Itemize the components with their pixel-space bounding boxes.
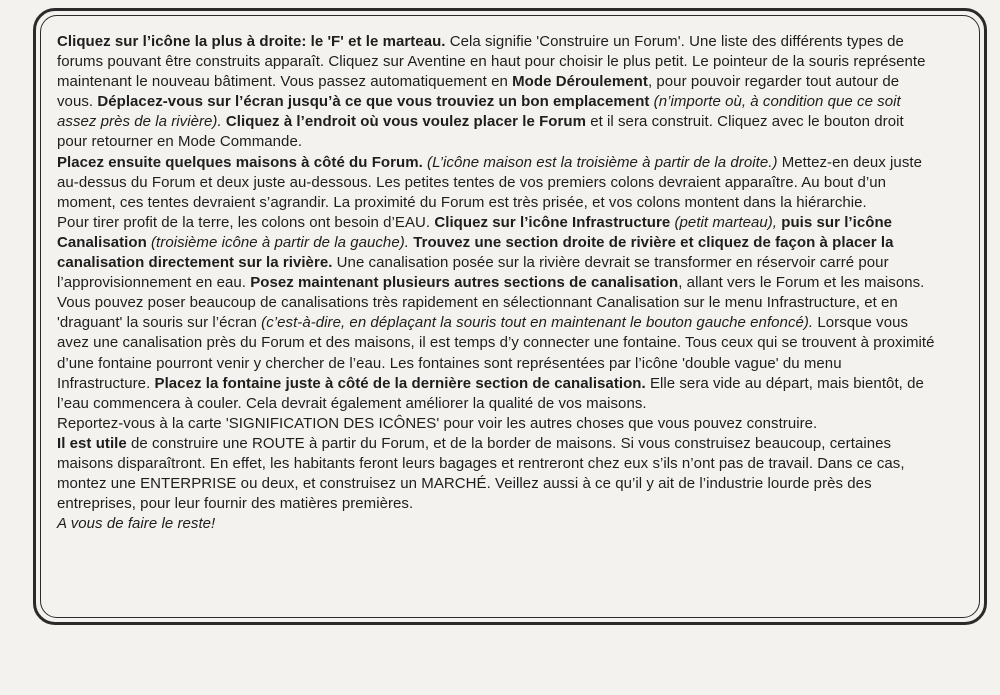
text-segment: (c’est-à-dire, en déplaçant la souris tout en maintenant le bouton gauche enfoncé). <box>261 314 814 332</box>
text-segment: et il sera construit. Cliquez avec le bouton droit pour retourner en Mode Commande. <box>57 113 904 151</box>
paragraph-water-supply <box>57 213 937 414</box>
paragraph-closing <box>57 514 937 534</box>
text-segment: Placez la fontaine juste à côté de la dernière section de canalisation. <box>154 374 646 392</box>
text-segment: Cela signifie 'Construire un Forum'. Une liste des différents types de forums pouvant être construits apparaît. Cliquez sur Aventine en haut pour choisir le plus petit. Le pointeur de la souris représente maintenant le nouveau bâtiment. Vous passez automatiquement en <box>57 33 926 91</box>
text-segment: Déplacez-vous sur l’écran jusqu’à ce que vous trouviez un bon emplacement <box>97 93 650 111</box>
paragraph-place-houses <box>57 153 937 213</box>
text-segment: (petit marteau), <box>670 213 778 231</box>
text-segment: Cliquez à l’endroit où vous voulez placer le Forum <box>221 113 586 131</box>
text-segment: Placez ensuite quelques maisons à côté du Forum. <box>57 153 423 171</box>
text-segment: (L’icône maison est la troisième à partir de la droite.) <box>422 153 778 171</box>
text-segment: A vous de faire le reste! <box>57 515 216 533</box>
text-segment: Cliquez sur l’icône la plus à droite: le 'F' et le marteau. <box>57 33 446 50</box>
text-segment: Il est utile <box>57 434 127 452</box>
text-segment: puis sur l’icône Canalisation <box>57 213 893 251</box>
text-segment: Une canalisation posée sur la rivière devrait se transformer en réservoir carré pour l’approvisionnement en eau. <box>57 254 889 292</box>
text-segment: Mode Déroulement <box>512 73 648 91</box>
paragraph-icon-card <box>57 414 937 434</box>
text-segment: Posez maintenant plusieurs autres sections de canalisation <box>250 274 679 292</box>
text-segment: Elle sera vide au départ, mais bientôt, de l’eau commencera à couler. Cela devrait également améliorer la qualité de vos maisons. <box>57 374 924 412</box>
text-segment: Trouvez une section droite de rivière et cliquez de façon à placer la canalisation directement sur la rivière. <box>57 233 894 272</box>
text-segment: Lorsque vous avez une canalisation près du Forum et des maisons, il est temps d’y connecter une fontaine. Tous ceux qui se trouvent à proximité d’une fontaine pourront venir y chercher de l’eau. Les fontaines sont représentées par l’icône 'double vague' du menu Infrastructure. <box>57 314 935 392</box>
text-segment: Reportez-vous à la carte 'SIGNIFICATION DES ICÔNES' pour voir les autres choses que vous pouvez construire. <box>57 414 818 432</box>
paragraph-road-tips <box>57 434 937 514</box>
text-segment: , allant vers le Forum et les maisons. Vous pouvez poser beaucoup de canalisations très rapidement en sélectionnant Canalisation sur le menu Infrastructure, et en 'draguant' la souris sur l’écran <box>57 274 925 332</box>
text-segment: (troisième icône à partir de la gauche). <box>146 233 409 251</box>
text-segment: (n’importe où, à condition que ce soit assez près de la rivière). <box>57 93 901 131</box>
text-segment: , pour pouvoir regarder tout autour de vous. <box>57 73 900 111</box>
paragraph-build-forum <box>57 32 937 153</box>
instructions-text <box>57 32 937 534</box>
text-segment: Pour tirer profit de la terre, les colons ont besoin d’EAU. <box>57 213 435 231</box>
text-segment: de construire une ROUTE à partir du Forum, et de la border de maisons. Si vous construisez beaucoup, certaines maisons disparaîtront. En effet, les habitants feront leurs bagages et rentreront chez eux s’ils n’ont pas de travail. Dans ce cas, montez une ENTERPRISE ou deux, et construisez un MARCHÉ. Veillez aussi à ce qu’il y ait de l’industrie lourde près des entreprises, pour leur fournir des matières premières. <box>57 434 905 513</box>
text-segment: Mettez-en deux juste au-dessus du Forum et deux juste au-dessous. Les petites tentes de vos premiers colons devraient apparaître. Au bout d’un moment, ces tentes devraient s’agrandir. La proximité du Forum est très prisée, et vos colons montent dans la hiérarchie. <box>57 153 922 211</box>
text-segment: Cliquez sur l’icône Infrastructure <box>434 213 671 231</box>
